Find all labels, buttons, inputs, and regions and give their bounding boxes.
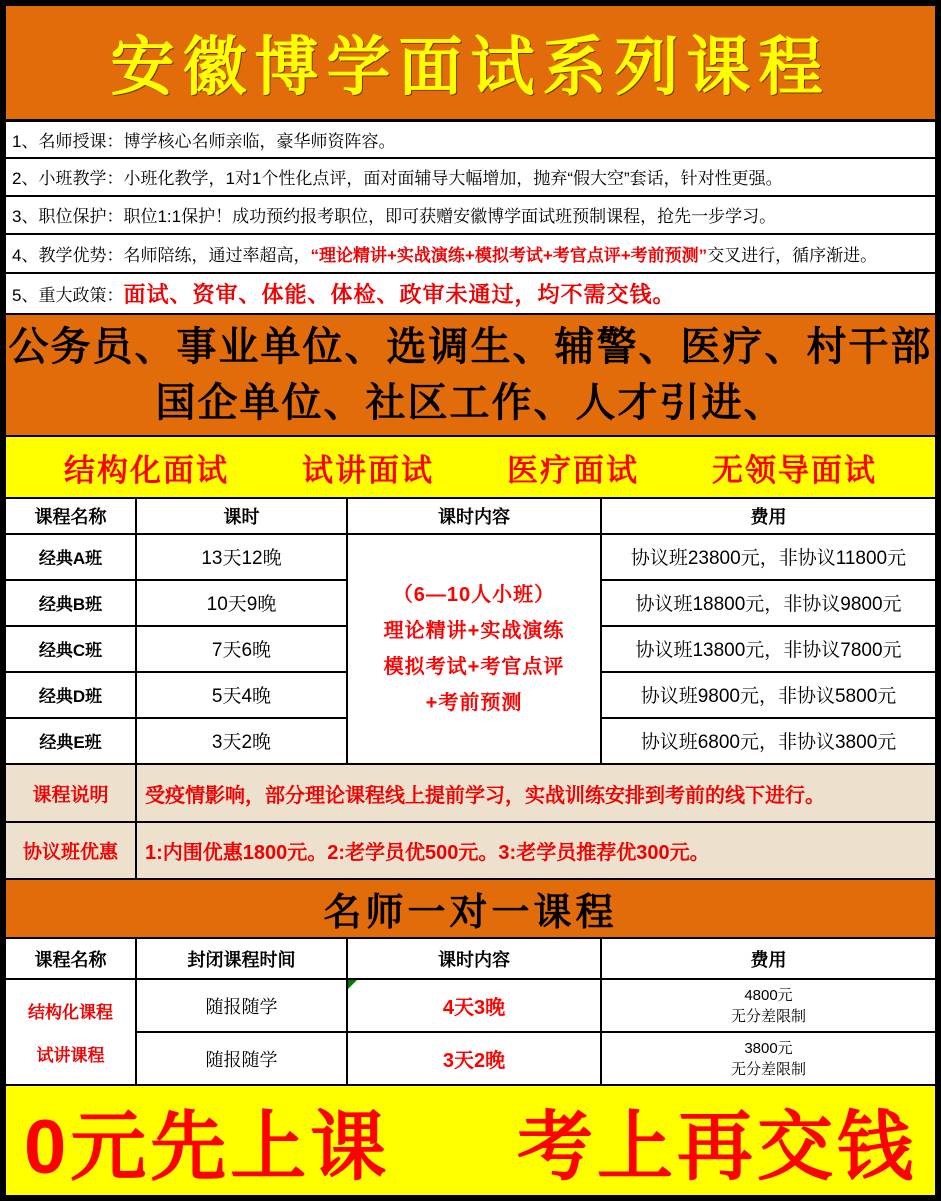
content-line: +考前预测 xyxy=(425,691,523,714)
course-duration xyxy=(348,980,602,1033)
course-name: 经典E班 xyxy=(6,719,137,765)
footer-slogan-left: 0元先上课 xyxy=(24,1105,391,1190)
column-header: 课时内容 xyxy=(348,939,602,980)
fee-amount: 4800元 xyxy=(744,986,793,1004)
course-name-merged-cell xyxy=(6,980,137,1086)
features-list xyxy=(6,122,935,315)
column-header: 课程名称 xyxy=(6,499,137,535)
course-duration: 3天2晚 xyxy=(348,1033,602,1086)
feature-row-5 xyxy=(6,274,935,315)
course-schedule: 随报随学 xyxy=(137,1033,348,1086)
course-schedule: 随报随学 xyxy=(137,980,348,1033)
column-header: 课程名称 xyxy=(6,939,137,980)
one-on-one-table xyxy=(6,939,935,1086)
feature-text: 1、名师授课：博学核心名师亲临，豪华师资阵容。 xyxy=(12,131,396,151)
content-line: 模拟考试+考官点评 xyxy=(383,655,565,678)
column-header: 费用 xyxy=(602,499,935,535)
interview-types-banner xyxy=(6,437,935,498)
content-line: 理论精讲+实战演练 xyxy=(383,619,565,642)
course-fee xyxy=(602,1033,935,1086)
content-line: （6—10人小班） xyxy=(392,583,556,606)
column-header: 课时 xyxy=(137,499,348,535)
cell-corner-marker-icon xyxy=(348,980,357,989)
course-fee: 协议班9800元，非协议5800元 xyxy=(602,673,935,719)
footer-banner xyxy=(6,1086,935,1195)
course-duration: 7天6晚 xyxy=(137,627,348,673)
feature-row-3 xyxy=(6,197,935,235)
audience-line-2: 国企单位、社区工作、人才引进、 xyxy=(155,381,786,426)
feature-text: 5、重大政策： xyxy=(12,285,124,305)
note-text: 1:内围优惠1800元。2:老学员优500元。3:老学员推荐优300元。 xyxy=(145,841,710,864)
column-header: 费用 xyxy=(602,939,935,980)
course-name: 经典C班 xyxy=(6,627,137,673)
course-table xyxy=(6,499,935,765)
feature-row-4 xyxy=(6,235,935,274)
fee-amount: 3800元 xyxy=(744,1039,793,1057)
discount-note-row xyxy=(6,823,935,879)
interview-type: 医疗面试 xyxy=(507,452,639,488)
feature-row-2 xyxy=(6,159,935,197)
note-text: 受疫情影响，部分理论课程线上提前学习，实战训练安排到考前的线下进行。 xyxy=(145,784,825,807)
footer-slogan-right: 考上再交钱 xyxy=(517,1105,917,1190)
fee-condition: 无分差限制 xyxy=(730,1007,806,1025)
feature-highlight: 面试、资审、体能、体检、政审未通过，均不需交钱。 xyxy=(123,281,676,307)
interview-type: 无领导面试 xyxy=(712,452,877,488)
course-duration: 5天4晚 xyxy=(137,673,348,719)
course-duration-text: 4天3晚 xyxy=(442,997,506,1019)
course-fee xyxy=(602,980,935,1033)
course-duration: 3天2晚 xyxy=(137,719,348,765)
feature-text: 4、教学优势：名师陪练，通过率超高， xyxy=(12,245,311,265)
one-on-one-banner: 名师一对一课程 xyxy=(6,880,935,939)
course-name: 经典B班 xyxy=(6,581,137,627)
course-name: 试讲课程 xyxy=(36,1046,105,1065)
course-name: 经典A班 xyxy=(6,535,137,581)
fee-condition: 无分差限制 xyxy=(730,1060,806,1078)
course-name: 结构化课程 xyxy=(28,1003,113,1022)
course-duration: 13天12晚 xyxy=(137,535,348,581)
note-label: 协议班优惠 xyxy=(6,823,137,877)
feature-text: 2、小班教学：小班化教学，1对1个性化点评，面对面辅导大幅增加，抛弃“假大空”套话，针对性更强。 xyxy=(12,169,783,189)
course-fee: 协议班18800元，非协议9800元 xyxy=(602,581,935,627)
course-content-merged-cell xyxy=(348,535,602,765)
interview-type: 试讲面试 xyxy=(302,452,434,488)
column-header: 封闭课程时间 xyxy=(137,939,348,980)
feature-row-1 xyxy=(6,122,935,159)
interview-type: 结构化面试 xyxy=(64,452,229,488)
column-header: 课时内容 xyxy=(348,499,602,535)
course-name: 经典D班 xyxy=(6,673,137,719)
note-label: 课程说明 xyxy=(6,765,137,821)
feature-highlight: “理论精讲+实战演练+模拟考试+考官点评+考前预测” xyxy=(310,245,708,265)
course-fee: 协议班23800元，非协议11800元 xyxy=(602,535,935,581)
course-fee: 协议班13800元，非协议7800元 xyxy=(602,627,935,673)
course-duration: 10天9晚 xyxy=(137,581,348,627)
audience-line-1: 公务员、事业单位、选调生、辅警、医疗、村干部 xyxy=(8,325,933,370)
audience-banner xyxy=(6,315,935,438)
feature-text: 3、职位保护：职位1:1保护！成功预约报考职位，即可获赠安徽博学面试班预制课程，抢先一步学习。 xyxy=(12,207,777,227)
page-title: 安徽博学面试系列课程 xyxy=(6,6,935,122)
course-fee: 协议班6800元，非协议3800元 xyxy=(602,719,935,765)
course-note-row xyxy=(6,765,935,823)
feature-text: 交叉进行，循序渐进。 xyxy=(707,245,878,265)
